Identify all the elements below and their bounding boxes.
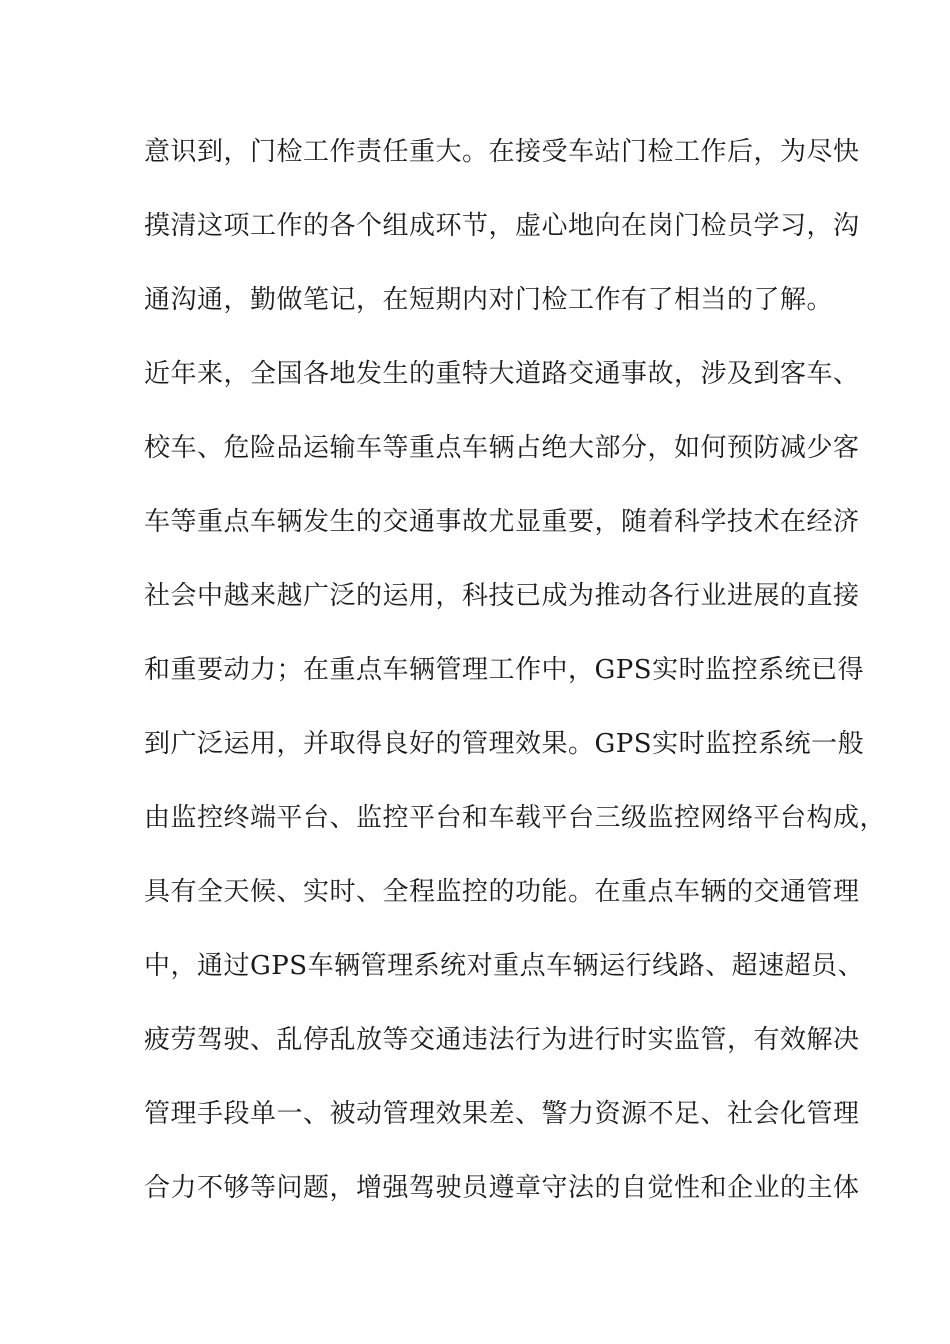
text-line: 近年来，全国各地发生的重特大道路交通事故，涉及到客车、 <box>144 359 860 389</box>
text-line: 意识到，门检工作责任重大。在接受车站门检工作后，为尽快 <box>144 137 860 167</box>
text-line: 校车、危险品运输车等重点车辆占绝大部分，如何预防减少客 <box>144 433 860 463</box>
body-text <box>144 128 887 1238</box>
text-line: 车等重点车辆发生的交通事故尤显重要，随着科学技术在经济 <box>144 507 860 537</box>
text-line: 摸清这项工作的各个组成环节，虚心地向在岗门检员学习，沟 <box>144 211 860 241</box>
text-line: 疲劳驾驶、乱停乱放等交通违法行为进行时实监管，有效解决 <box>144 1025 860 1055</box>
text-line: 合力不够等问题，增强驾驶员遵章守法的自觉性和企业的主体 <box>144 1173 860 1203</box>
text-line: 和重要动力；在重点车辆管理工作中，GPS实时监控系统已得 <box>144 655 865 685</box>
text-line: 由监控终端平台、监控平台和车载平台三级监控网络平台构成， <box>144 803 887 833</box>
text-line: 社会中越来越广泛的运用，科技已成为推动各行业进展的直接 <box>144 581 860 611</box>
text-line: 具有全天候、实时、全程监控的功能。在重点车辆的交通管理 <box>144 877 860 907</box>
text-line: 中，通过GPS车辆管理系统对重点车辆运行线路、超速超员、 <box>144 951 865 981</box>
text-line: 管理手段单一、被动管理效果差、警力资源不足、社会化管理 <box>144 1099 860 1129</box>
text-line: 通沟通，勤做笔记，在短期内对门检工作有了相当的了解。 <box>144 285 834 315</box>
text-line: 到广泛运用，并取得良好的管理效果。GPS实时监控系统一般 <box>144 729 865 759</box>
